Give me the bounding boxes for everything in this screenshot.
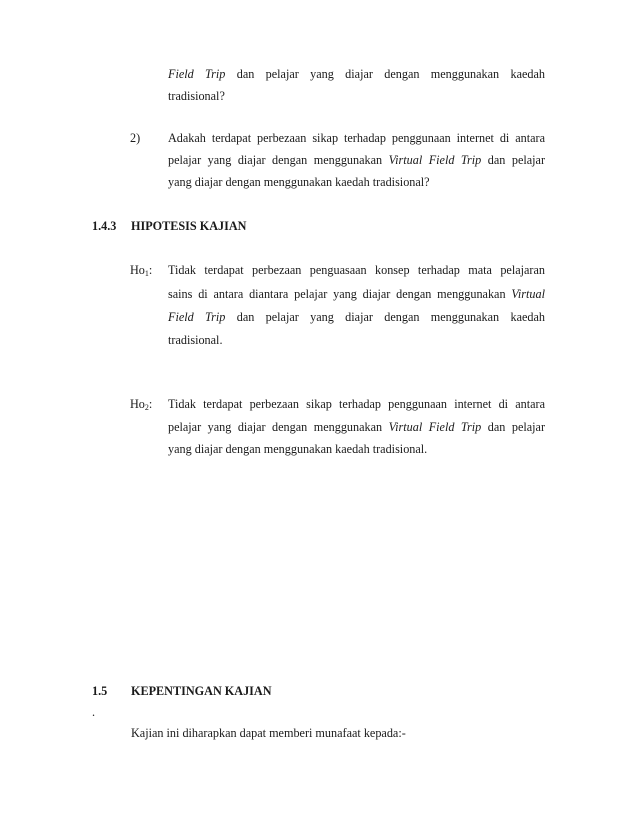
body-line: yang diajar dengan menggunakan kaedah tradisional? <box>168 175 430 189</box>
body-line: tradisional. <box>168 333 223 347</box>
text-fragment: sains di antara diantara pelajar yang diajar dengan menggunakan <box>168 287 506 301</box>
intro-paragraph: Kajian ini diharapkan dapat memberi munafaat kepada:- <box>131 726 406 740</box>
body-line: Adakah terdapat perbezaan sikap terhadap penggunaan internet di antara <box>168 131 545 145</box>
body-line <box>168 64 545 84</box>
section-number: 1.4.3 <box>92 219 117 233</box>
body-line: tradisional? <box>168 89 225 103</box>
section-number: 1.5 <box>92 684 108 698</box>
text-fragment: pelajar yang diajar dengan menggunakan <box>168 420 383 434</box>
hypothesis-label <box>130 260 152 284</box>
label-subscript: 2 <box>144 403 149 412</box>
label-text: Ho <box>130 263 145 277</box>
body-line <box>168 307 545 327</box>
section-title: HIPOTESIS KAJIAN <box>131 219 247 233</box>
body-line: Tidak terdapat perbezaan sikap terhadap penggunaan internet di antara <box>168 397 545 411</box>
text-fragment: dan pelajar <box>487 153 546 167</box>
text-fragment: dan pelajar <box>487 420 546 434</box>
body-line: Tidak terdapat perbezaan penguasaan konsep terhadap mata pelajaran <box>168 263 545 277</box>
italic-term: Field Trip <box>168 67 226 81</box>
text-fragment: dan pelajar yang diajar dengan menggunakan kaedah <box>236 67 545 81</box>
list-number: 2) <box>130 131 141 145</box>
stray-period: . <box>92 705 96 719</box>
label-colon: : <box>148 263 153 277</box>
section-title: KEPENTINGAN KAJIAN <box>131 684 272 698</box>
italic-term: Virtual Field Trip <box>388 420 482 434</box>
body-line <box>168 417 545 437</box>
italic-term: Field Trip <box>168 310 226 324</box>
label-colon: : <box>148 397 153 411</box>
body-line: yang diajar dengan menggunakan kaedah tradisional. <box>168 442 428 456</box>
body-line <box>168 150 545 170</box>
label-text: Ho <box>130 397 145 411</box>
italic-term: Virtual <box>511 287 546 301</box>
italic-term: Virtual Field Trip <box>388 153 482 167</box>
hypothesis-label <box>130 394 152 418</box>
text-fragment: dan pelajar yang diajar dengan menggunakan kaedah <box>236 310 545 324</box>
body-line <box>168 284 545 304</box>
label-subscript: 1 <box>144 269 149 278</box>
text-fragment: pelajar yang diajar dengan menggunakan <box>168 153 383 167</box>
